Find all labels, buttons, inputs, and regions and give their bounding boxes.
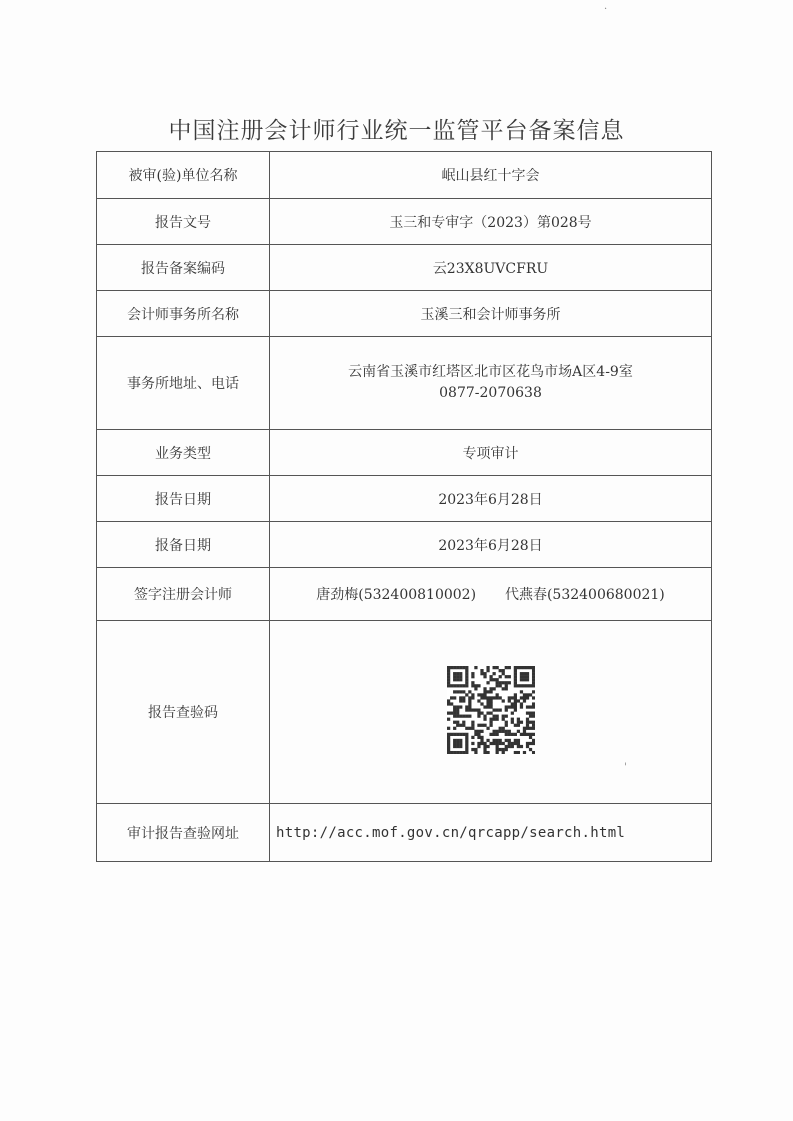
value-report-date: 2023年6月28日: [270, 476, 712, 522]
label-filing-date: 报备日期: [97, 522, 270, 568]
table-row: [97, 568, 712, 621]
cpa-1: 唐劲梅(532400810002): [316, 587, 477, 603]
page-title: 中国注册会计师行业统一监管平台备案信息: [168, 118, 625, 144]
label-filing-code: 报告备案编码: [97, 245, 270, 291]
label-verification-code: 报告查验码: [97, 621, 270, 804]
value-signing-cpa: [270, 568, 712, 621]
table-row: [97, 804, 712, 862]
table-row: [97, 291, 712, 337]
value-firm-name: 玉溪三和会计师事务所: [270, 291, 712, 337]
table-row: [97, 522, 712, 568]
qr-code-icon[interactable]: [447, 666, 535, 758]
value-filing-date: 2023年6月28日: [270, 522, 712, 568]
value-business-type: 专项审计: [270, 430, 712, 476]
firm-phone: 0877-2070638: [439, 385, 542, 401]
label-firm-name: 会计师事务所名称: [97, 291, 270, 337]
table-row: [97, 621, 712, 804]
table-row: [97, 152, 712, 199]
label-report-number: 报告文号: [97, 199, 270, 245]
value-report-number: 玉三和专审字（2023）第028号: [270, 199, 712, 245]
value-verification-code: [270, 621, 712, 804]
cpa-2: 代燕春(532400680021): [504, 587, 665, 603]
value-audited-unit: 岷山县红十字会: [270, 152, 712, 199]
table-row: [97, 476, 712, 522]
filing-info-table: [96, 151, 712, 862]
value-filing-code: 云23X8UVCFRU: [270, 245, 712, 291]
scan-mark: ·: [604, 4, 608, 15]
label-report-date: 报告日期: [97, 476, 270, 522]
table-row: [97, 337, 712, 430]
firm-address: 云南省玉溪市红塔区北市区花鸟市场A区4-9室: [348, 364, 633, 380]
label-audited-unit: 被审(验)单位名称: [97, 152, 270, 199]
table-row: [97, 199, 712, 245]
value-firm-address-phone: [270, 337, 712, 430]
label-verification-url: 审计报告查验网址: [97, 804, 270, 862]
label-signing-cpa: 签字注册会计师: [97, 568, 270, 621]
scan-mark: ': [624, 762, 627, 773]
label-firm-address-phone: 事务所地址、电话: [97, 337, 270, 430]
label-business-type: 业务类型: [97, 430, 270, 476]
table-row: [97, 430, 712, 476]
table-row: [97, 245, 712, 291]
value-verification-url[interactable]: http://acc.mof.gov.cn/qrcapp/search.html: [270, 804, 712, 862]
